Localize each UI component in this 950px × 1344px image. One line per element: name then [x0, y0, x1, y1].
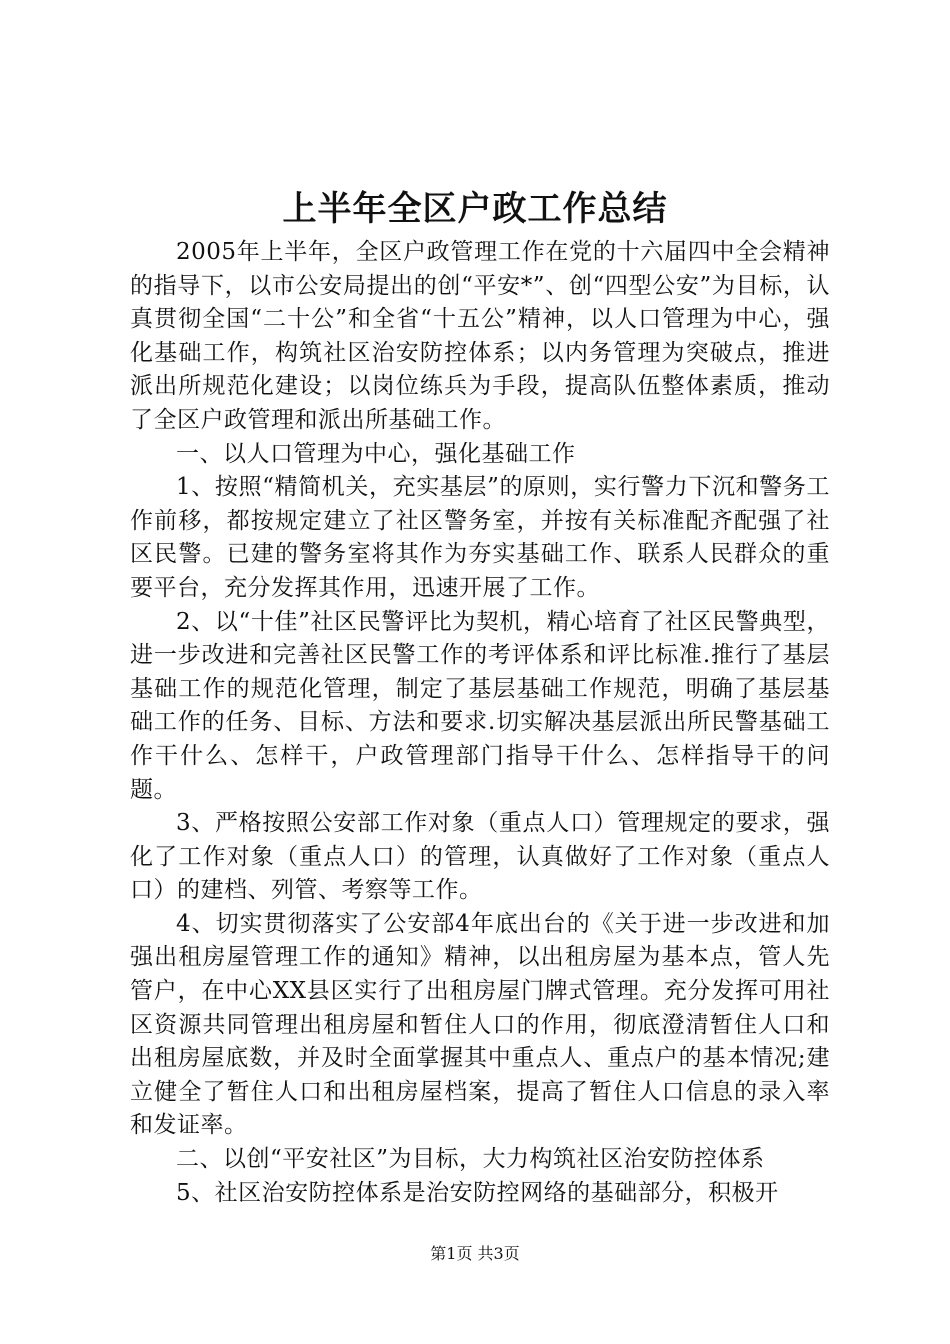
- section-heading-1: 一、以人口管理为中心，强化基础工作: [176, 440, 576, 467]
- section-heading-2: 二、以创“平安社区”为目标，大力构筑社区治安防控体系: [176, 1146, 765, 1173]
- paragraph-intro: 2005年上半年，全区户政管理工作在党的十六届四中全会精神的指导下，以市公安局提出的创“平安*”、创“四型公安”为目标，认真贯彻全国“二十公”和全省“十五公”精神，以人口管理为中心，强化基础工作，构筑社区治安防控体系；以内务管理为突破点，推进派出所规范化建设；以岗位练兵为手段，提高队伍整体素质，推动了全区户政管理和派出所基础工作。: [130, 239, 830, 433]
- document-title: 上半年全区户政工作总结: [282, 189, 668, 229]
- paragraph-item-2: 2、以“十佳”社区民警评比为契机，精心培育了社区民警典型，进一步改进和完善社区民警工作的考评体系和评比标准.推行了基层基础工作的规范化管理，制定了基层基础工作规范，明确了基层基础工作的任务、目标、方法和要求.切实解决基层派出所民警基础工作干什么、怎样干，户政管理部门指导干什么、怎样指导干的问题。: [130, 608, 830, 803]
- paragraph-item-5: 5、社区治安防控体系是治安防控网络的基础部分，积极开: [176, 1179, 779, 1206]
- document-body: [130, 236, 830, 1210]
- paragraph-item-3: 3、严格按照公安部工作对象（重点人口）管理规定的要求，强化了工作对象（重点人口）的管理，认真做好了工作对象（重点人口）的建档、列管、考察等工作。: [130, 810, 830, 904]
- page-footer: 第1页 共3页: [430, 1244, 520, 1263]
- paragraph-item-1: 1、按照“精简机关，充实基层”的原则，实行警力下沉和警务工作前移，都按规定建立了社区警务室，并按有关标准配齐配强了社区民警。已建的警务室将其作为夯实基础工作、联系人民群众的重要平台，充分发挥其作用，迅速开展了工作。: [130, 474, 830, 601]
- paragraph-item-4: 4、切实贯彻落实了公安部4年底出台的《关于进一步改进和加强出租房屋管理工作的通知》精神，以出租房屋为基本点，管人先管户，在中心XX县区实行了出租房屋门牌式管理。充分发挥可用社区资源共同管理出租房屋和暂住人口的作用，彻底澄清暂住人口和出租房屋底数，并及时全面掌握其中重点人、重点户的基本情况;建立健全了暂住人口和出租房屋档案，提高了暂住人口信息的录入率和发证率。: [130, 910, 830, 1139]
